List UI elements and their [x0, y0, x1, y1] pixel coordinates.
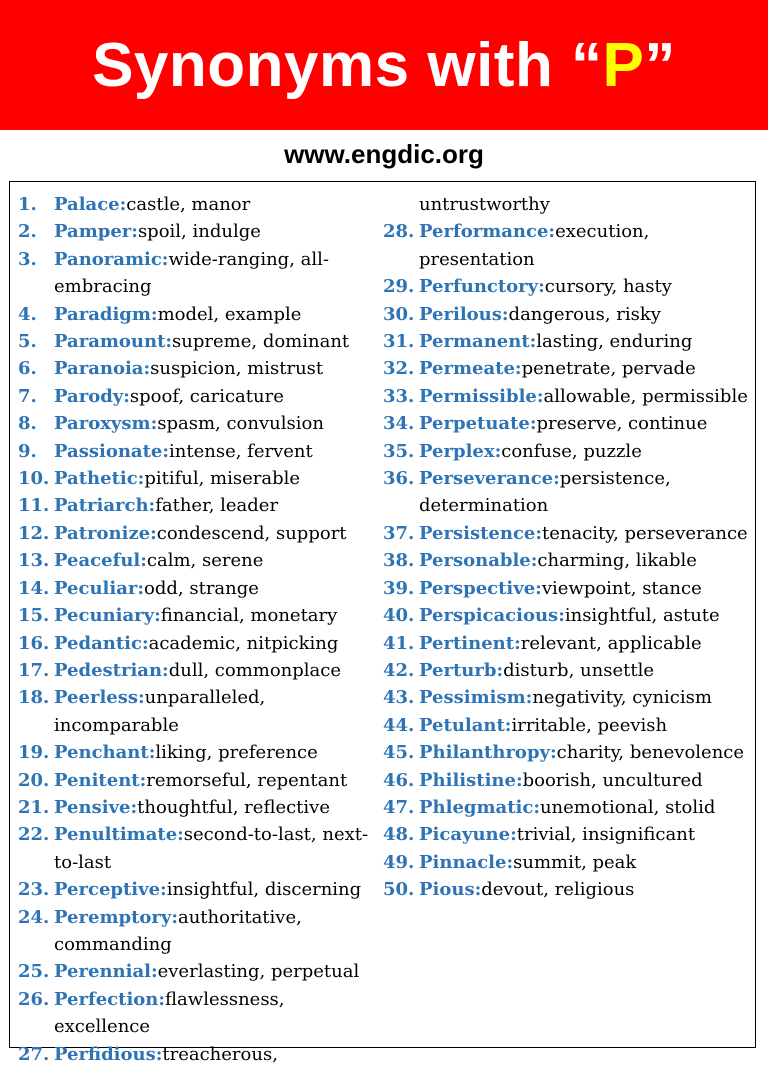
synonym-entry	[383, 438, 755, 465]
entry-synonyms: dull, commonplace	[168, 659, 342, 681]
entry-synonyms: academic, nitpicking	[148, 632, 339, 654]
entry-text	[419, 657, 755, 684]
synonym-entry	[18, 657, 374, 684]
synonym-entry	[18, 986, 374, 1041]
entry-synonyms: insightful, discerning	[166, 879, 362, 901]
entry-number: 1.	[18, 194, 37, 215]
entry-synonyms: preserve, continue	[536, 413, 708, 435]
page-title	[92, 30, 676, 101]
synonym-entry	[18, 301, 374, 328]
entry-synonyms: summit, peak	[513, 851, 637, 873]
entry-term: Permanent:	[419, 331, 537, 353]
entry-number: 43.	[383, 687, 415, 709]
entry-term: Perilous:	[419, 303, 509, 325]
entry-number: 19.	[18, 742, 50, 764]
synonym-entry	[383, 630, 755, 657]
entry-synonyms: trivial, insignificant	[516, 824, 696, 846]
entry-number: 18.	[18, 687, 50, 709]
entry-term: Perspective:	[419, 577, 542, 599]
entry-synonyms: lasting, enduring	[536, 331, 693, 353]
entry-term: Perceptive:	[54, 879, 167, 901]
entry-number: 15.	[18, 605, 50, 627]
entry-term: Performance:	[419, 221, 556, 243]
synonym-entry	[18, 218, 374, 245]
synonym-entry	[18, 739, 374, 766]
entry-term: Perfection:	[54, 988, 166, 1010]
entry-number: 42.	[383, 659, 415, 681]
entry-term: Permissible:	[419, 385, 544, 407]
entry-number: 25.	[18, 961, 50, 983]
entry-text	[54, 492, 374, 519]
entry-term: Pathetic:	[54, 468, 145, 490]
entry-number: 41.	[383, 632, 415, 654]
entry-synonyms: charity, benevolence	[556, 742, 745, 764]
entry-synonyms: execution, presentation	[419, 221, 650, 270]
entry-synonyms: insightful, astute	[564, 605, 720, 627]
entry-text	[54, 575, 374, 602]
title-letter: P	[602, 30, 645, 100]
entry-synonyms: flawlessness, excellence	[54, 988, 285, 1038]
synonym-entry	[18, 575, 374, 602]
synonym-entry	[18, 492, 374, 519]
entry-text	[419, 849, 755, 876]
entry-text	[419, 821, 755, 848]
entry-text	[54, 657, 374, 684]
entry-synonyms: allowable, permissible	[543, 385, 748, 407]
entry-text	[54, 767, 374, 794]
entry-text	[54, 684, 374, 739]
entry-term: Pecuniary:	[54, 605, 161, 627]
entry-synonyms: liking, preference	[155, 742, 318, 764]
entry-text	[54, 1041, 374, 1068]
synonym-entry	[18, 821, 374, 876]
synonym-entry	[18, 410, 374, 437]
entry-number: 8.	[18, 413, 37, 435]
entry-number: 48.	[383, 824, 415, 846]
entry-text	[419, 794, 755, 821]
entry-synonyms: condescend, support	[156, 522, 347, 544]
synonym-entry	[383, 876, 755, 903]
entry-number: 36.	[383, 468, 415, 490]
title-prefix: Synonyms with “	[92, 30, 603, 100]
entry-term: Penchant:	[54, 742, 156, 764]
entry-text	[419, 602, 755, 629]
entry-text	[419, 520, 755, 547]
entry-term: Perturb:	[419, 659, 504, 681]
synonym-entry	[18, 383, 374, 410]
entry-synonyms: odd, strange	[144, 577, 259, 599]
entry-number: 47.	[383, 796, 415, 818]
synonym-entry	[383, 821, 755, 848]
synonym-entry	[18, 465, 374, 492]
entry-number: 5.	[18, 331, 37, 353]
synonym-entry	[18, 547, 374, 574]
entry-text	[419, 876, 755, 903]
synonym-entry	[18, 876, 374, 903]
entry-text	[54, 301, 374, 328]
entry-term: Pertinent:	[419, 632, 521, 654]
entry-synonyms: authoritative, commanding	[54, 906, 302, 955]
entry-term: Paranoia:	[54, 358, 151, 380]
entry-synonyms: everlasting, perpetual	[157, 961, 360, 983]
entry-term: Peerless:	[54, 687, 145, 709]
entry-number: 34.	[383, 413, 415, 435]
entry-synonyms: negativity, cynicism	[532, 687, 712, 709]
entry-text	[54, 602, 374, 629]
entry-synonyms: unparalleled, incomparable	[54, 687, 266, 736]
entry-number: 40.	[383, 605, 415, 627]
entry-synonyms: second-to-last, next-to-last	[54, 824, 369, 873]
entry-synonyms: unemotional, stolid	[539, 796, 716, 818]
entry-number: 45.	[383, 742, 415, 764]
entry-synonyms: intense, fervent	[169, 440, 313, 462]
entry-synonyms: thoughtful, reflective	[137, 796, 330, 818]
synonym-entry	[18, 767, 374, 794]
entry-term: Paroxysm:	[54, 413, 158, 435]
entry-number: 14.	[18, 577, 50, 599]
entry-synonyms: irritable, peevish	[511, 714, 668, 736]
title-suffix: ”	[644, 30, 676, 100]
entry-synonyms: model, example	[157, 303, 302, 325]
synonym-entry	[383, 739, 755, 766]
synonym-entry	[383, 657, 755, 684]
entry-synonyms: spasm, convulsion	[157, 413, 324, 435]
entry-number: 16.	[18, 632, 50, 654]
entry-number: 12.	[18, 522, 50, 544]
entry-term: Philistine:	[419, 769, 523, 791]
entry-text	[54, 383, 374, 410]
entry-number: 11.	[18, 495, 50, 517]
entry-number: 7.	[18, 385, 37, 407]
entry-number-spacer	[383, 191, 419, 218]
entry-text	[419, 383, 755, 410]
entry-term: Perspicacious:	[419, 605, 565, 627]
synonym-column-right	[383, 191, 755, 904]
synonym-entry	[18, 328, 374, 355]
entry-synonyms: financial, monetary	[160, 605, 338, 627]
entry-text	[419, 355, 755, 382]
synonym-entry	[18, 191, 374, 218]
entry-number: 20.	[18, 769, 50, 791]
entry-synonyms: spoil, indulge	[137, 221, 261, 243]
entry-number: 30.	[383, 303, 415, 325]
entry-term: Pensive:	[54, 796, 138, 818]
entry-synonyms: tenacity, perseverance	[542, 522, 748, 544]
entry-synonyms: treacherous,	[162, 1043, 278, 1065]
entry-text	[419, 438, 755, 465]
synonym-entry	[383, 849, 755, 876]
synonym-entry	[18, 958, 374, 985]
synonym-continuation	[383, 191, 755, 218]
entry-synonyms: suspicion, mistrust	[150, 358, 324, 380]
entry-synonyms: disturb, unsettle	[503, 659, 654, 681]
entry-term: Patriarch:	[54, 495, 156, 517]
entry-number: 44.	[383, 714, 415, 736]
continuation-text: untrustworthy	[419, 194, 550, 215]
entry-synonyms: supreme, dominant	[172, 331, 350, 353]
entry-text	[419, 547, 755, 574]
entry-text	[54, 355, 374, 382]
synonym-entry	[18, 684, 374, 739]
entry-term: Paradigm:	[54, 303, 158, 325]
entry-number: 24.	[18, 906, 50, 928]
entry-term: Petulant:	[419, 714, 512, 736]
entry-text	[54, 986, 374, 1041]
synonym-entry	[383, 328, 755, 355]
synonym-entry	[383, 547, 755, 574]
entry-term: Perpetuate:	[419, 413, 537, 435]
entry-term: Pedestrian:	[54, 659, 169, 681]
entry-number: 9.	[18, 440, 37, 462]
entry-number: 32.	[383, 358, 415, 380]
entry-text	[54, 465, 374, 492]
entry-synonyms: calm, serene	[146, 550, 264, 572]
entry-synonyms: confuse, puzzle	[501, 440, 642, 462]
entry-number: 21.	[18, 796, 50, 818]
synonym-entry	[383, 273, 755, 300]
entry-synonyms: charming, likable	[537, 550, 697, 572]
entry-term: Perseverance:	[419, 468, 560, 490]
synonym-entry	[18, 794, 374, 821]
entry-synonyms: devout, religious	[481, 879, 635, 901]
entry-term: Palace:	[54, 194, 127, 215]
entry-term: Penultimate:	[54, 824, 184, 846]
synonym-entry	[383, 767, 755, 794]
synonym-entry	[383, 684, 755, 711]
entry-number: 2.	[18, 221, 37, 243]
synonym-entry	[383, 301, 755, 328]
entry-term: Paramount:	[54, 331, 173, 353]
synonym-entry	[18, 438, 374, 465]
entry-text	[419, 410, 755, 437]
entry-number: 10.	[18, 468, 50, 490]
synonym-entry	[383, 355, 755, 382]
entry-term: Perplex:	[419, 440, 502, 462]
entry-number: 22.	[18, 824, 50, 846]
entry-number: 27.	[18, 1043, 50, 1065]
entry-text	[54, 410, 374, 437]
entry-term: Peremptory:	[54, 906, 178, 928]
entry-text	[54, 821, 374, 876]
entry-synonyms: father, leader	[155, 495, 279, 517]
entry-text	[54, 794, 374, 821]
entry-term: Personable:	[419, 550, 538, 572]
entry-term: Picayune:	[419, 824, 517, 846]
entry-term: Pamper:	[54, 221, 138, 243]
entry-synonyms: penetrate, pervade	[521, 358, 696, 380]
entry-text	[419, 273, 755, 300]
entry-synonyms: wide-ranging, all-embracing	[54, 248, 329, 298]
entry-number: 3.	[18, 248, 37, 270]
entry-number: 23.	[18, 879, 50, 901]
entry-term: Passionate:	[54, 440, 169, 462]
entry-number: 39.	[383, 577, 415, 599]
entry-number: 38.	[383, 550, 415, 572]
entry-number: 28.	[383, 221, 415, 243]
entry-term: Phlegmatic:	[419, 796, 540, 818]
entry-number: 13.	[18, 550, 50, 572]
entry-text	[54, 547, 374, 574]
entry-number: 33.	[383, 385, 415, 407]
entry-text	[54, 739, 374, 766]
entry-synonyms: remorseful, repentant	[146, 769, 348, 791]
entry-text	[419, 630, 755, 657]
entry-number: 17.	[18, 659, 50, 681]
entry-term: Peculiar:	[54, 577, 145, 599]
synonym-entry	[18, 630, 374, 657]
synonym-entry	[383, 575, 755, 602]
synonym-entry	[383, 218, 755, 273]
entry-text	[419, 684, 755, 711]
entry-text	[419, 328, 755, 355]
entry-number: 35.	[383, 440, 415, 462]
synonym-entry	[18, 602, 374, 629]
entry-number: 49.	[383, 851, 415, 873]
entry-term: Pedantic:	[54, 632, 149, 654]
entry-text	[419, 575, 755, 602]
entry-synonyms: persistence, determination	[419, 468, 671, 517]
entry-number: 31.	[383, 331, 415, 353]
entry-term: Penitent:	[54, 769, 147, 791]
synonym-entry	[383, 712, 755, 739]
entry-text	[54, 438, 374, 465]
entry-number: 37.	[383, 522, 415, 544]
entry-text	[54, 876, 374, 903]
title-banner	[0, 0, 768, 130]
entry-term: Pinnacle:	[419, 851, 514, 873]
entry-term: Perennial:	[54, 961, 158, 983]
entry-text	[54, 904, 374, 959]
synonym-entry	[18, 246, 374, 301]
entry-synonyms: dangerous, risky	[508, 303, 661, 325]
entry-term: Pessimism:	[419, 687, 533, 709]
entry-text	[54, 520, 374, 547]
synonym-entry	[383, 410, 755, 437]
entry-text	[54, 218, 374, 245]
entry-number: 6.	[18, 358, 37, 380]
entry-term: Peaceful:	[54, 550, 147, 572]
entry-text	[419, 218, 755, 273]
synonym-entry	[18, 355, 374, 382]
entry-term: Panoramic:	[54, 248, 169, 270]
site-url: www.engdic.org	[284, 139, 484, 169]
entry-synonyms: cursory, hasty	[544, 276, 672, 298]
entry-text	[54, 958, 374, 985]
entry-text	[54, 191, 374, 218]
entry-synonyms: castle, manor	[126, 194, 251, 215]
synonym-entry	[383, 602, 755, 629]
entry-term: Pious:	[419, 879, 482, 901]
entry-term: Permeate:	[419, 358, 522, 380]
entry-term: Perfidious:	[54, 1043, 163, 1065]
entry-text	[54, 630, 374, 657]
entry-number: 29.	[383, 276, 415, 298]
synonym-entry	[383, 794, 755, 821]
synonym-entry	[383, 520, 755, 547]
entry-term: Parody:	[54, 385, 130, 407]
entry-text	[54, 246, 374, 301]
synonym-entry	[18, 1041, 374, 1068]
entry-term: Philanthropy:	[419, 742, 557, 764]
synonym-entry	[18, 520, 374, 547]
entry-text	[419, 301, 755, 328]
synonym-entry	[383, 383, 755, 410]
entry-term: Perfunctory:	[419, 276, 545, 298]
synonym-entry	[18, 904, 374, 959]
entry-term: Persistence:	[419, 522, 543, 544]
entry-synonyms: viewpoint, stance	[541, 577, 702, 599]
synonym-entry	[383, 465, 755, 520]
entry-text	[54, 328, 374, 355]
entry-synonyms: relevant, applicable	[520, 632, 702, 654]
entry-number: 4.	[18, 303, 37, 325]
synonym-column-left	[18, 191, 374, 1068]
entry-number: 46.	[383, 769, 415, 791]
entry-number: 50.	[383, 879, 415, 901]
entry-synonyms: boorish, uncultured	[522, 769, 703, 791]
entry-synonyms: spoof, caricature	[129, 385, 284, 407]
entry-text	[419, 739, 755, 766]
entry-number: 26.	[18, 988, 50, 1010]
entry-synonyms: pitiful, miserable	[144, 468, 301, 490]
entry-text	[419, 712, 755, 739]
entry-text	[419, 465, 755, 520]
entry-text	[419, 767, 755, 794]
entry-term: Patronize:	[54, 522, 157, 544]
